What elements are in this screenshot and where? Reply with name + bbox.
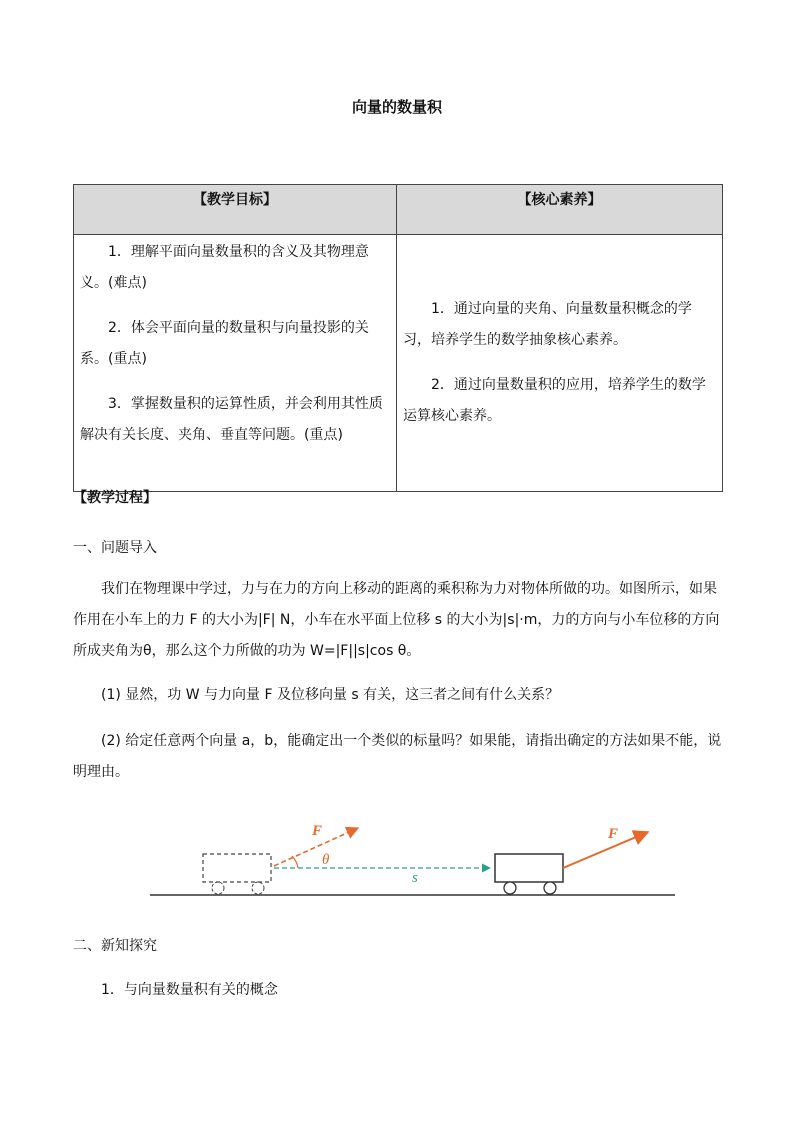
core-literacy-cell [397,235,723,492]
question-1: (1) 显然，功 W 与力向量 F 及位移向量 s 有关，这三者之间有什么关系？ [101,687,560,703]
table-header-core-literacy: 【核心素养】 [397,185,723,235]
force-work-figure [140,808,680,903]
cart-start-outline [203,854,271,882]
process-label: 【教学过程】 [73,490,157,506]
label-displacement: s [412,870,418,886]
wheel-icon [212,882,224,894]
goal-item: 2．体会平面向量的数量积与向量投影的关系。(重点) [80,320,369,367]
cart-end [495,854,563,882]
literacy-item: 1．通过向量的夹角、向量数量积概念的学习，培养学生的数学抽象核心素养。 [403,301,692,348]
goal-item: 3．掌握数量积的运算性质，并会利用其性质解决有关长度、夹角、垂直等问题。(重点) [80,396,383,443]
literacy-item: 2．通过向量数量积的应用，培养学生的数学运算核心素养。 [403,377,706,424]
intro-paragraph: 我们在物理课中学过，力与在力的方向上移动的距离的乘积称为力对物体所做的功。如图所示，如果作用在小车上的力 F 的大小为|F| N，小车在水平面上位移 s 的大小为|s|·m，力的方向与小车位移的方向所成夹角为θ，那么这个力所做的功为 W=|F||s|cos θ。 [73,581,720,659]
table-header-teaching-goals: 【教学目标】 [74,185,397,235]
label-force-right: F [608,826,619,842]
angle-arc [292,856,298,868]
wheel-icon [544,882,556,894]
wheel-icon [504,882,516,894]
teaching-goals-cell [74,235,397,492]
objectives-table [73,184,723,492]
section-heading-intro: 一、问题导入 [73,540,157,556]
label-theta: θ [322,852,330,868]
goal-item: 1．理解平面向量数量积的含义及其物理意义。(难点) [80,244,369,291]
cart-diagram [140,808,680,903]
question-2: (2) 给定任意两个向量 a，b，能确定出一个类似的标量吗？如果能，请指出确定的方法如果不能，说明理由。 [73,733,722,780]
wheel-icon [252,882,264,894]
document-title: 向量的数量积 [351,98,442,116]
subsection-heading: 1．与向量数量积有关的概念 [101,982,278,998]
force-arrow-solid [563,832,648,868]
label-force-left: F [312,823,323,839]
section-heading-new-knowledge: 二、新知探究 [73,938,157,954]
